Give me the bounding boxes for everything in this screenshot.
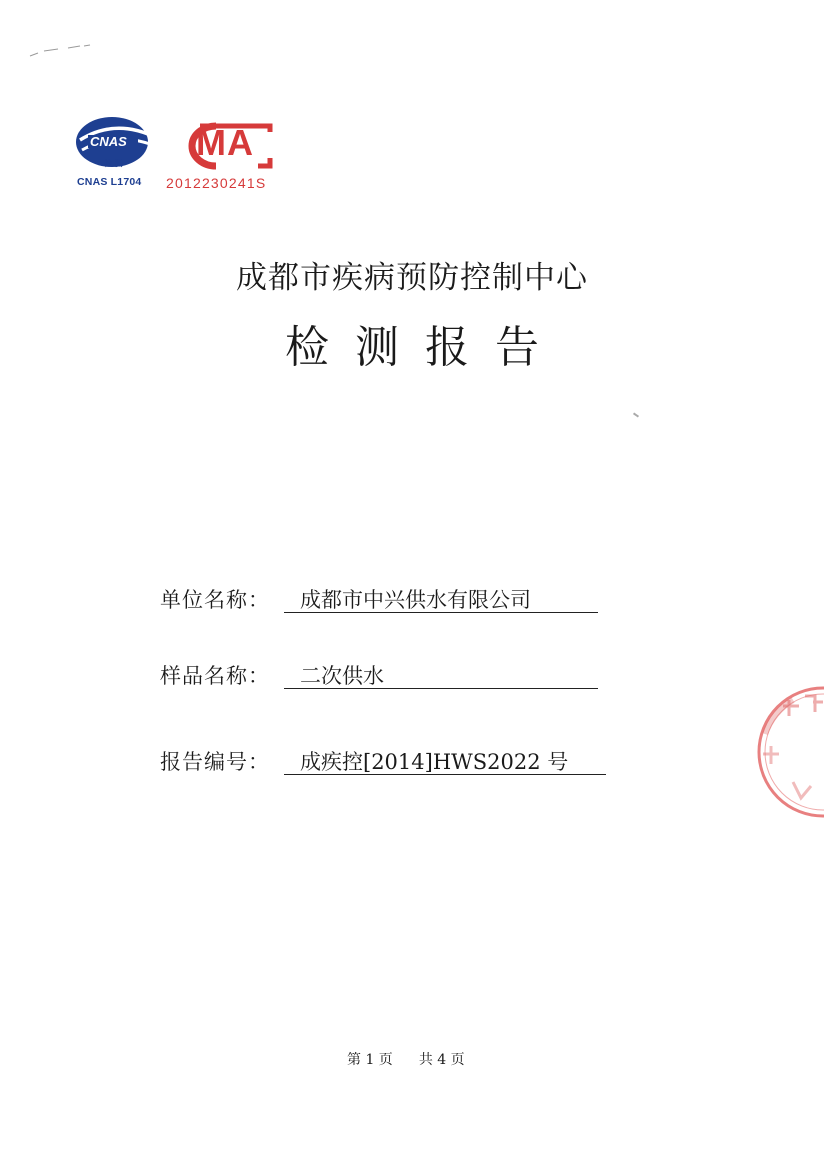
field-value: 二次供水 <box>284 660 598 689</box>
field-label: 单位名称： <box>160 588 270 612</box>
cma-number: 2012230241S <box>166 175 267 191</box>
field-label: 报告编号： <box>160 750 270 774</box>
organization-name: 成都市疾病预防控制中心 <box>236 260 588 296</box>
cnas-wordmark: CNAS <box>90 134 127 149</box>
cnas-subtext: 检 测 <box>104 159 123 168</box>
cma-wordmark: MA <box>196 122 254 163</box>
official-seal-icon <box>753 682 824 822</box>
page-current: 第 1 页 <box>347 1052 393 1068</box>
cnas-code: CNAS L1704 <box>77 176 142 188</box>
field-label: 样品名称： <box>160 664 270 688</box>
cma-logo <box>166 118 286 198</box>
report-title: 检测报告 <box>285 322 565 373</box>
page-footer <box>347 1049 465 1069</box>
scan-speck <box>633 412 639 417</box>
cnas-logo <box>74 112 154 192</box>
field-value: 成疾控[2014]HWS2022 号 <box>284 746 606 775</box>
scan-mark <box>28 40 98 60</box>
field-value: 成都市中兴供水有限公司 <box>284 584 598 613</box>
page-total: 共 4 页 <box>418 1052 465 1068</box>
